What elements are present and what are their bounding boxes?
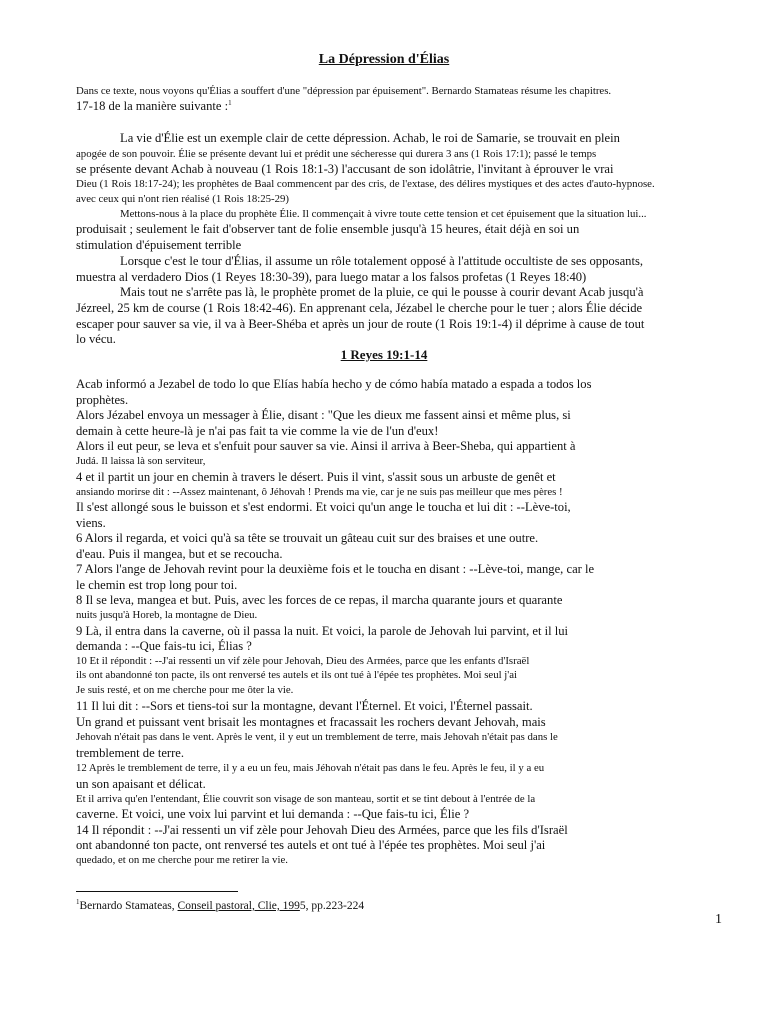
commentary-line: avec ceux qui n'ont rien réalisé (1 Rois 18:25-29) <box>76 193 290 205</box>
passage-line: demanda : --Que fais-tu ici, Élias ? <box>76 639 252 653</box>
passage-line: Je suis resté, et on me cherche pour me ôter la vie. <box>76 684 294 696</box>
passage-line: 14 Il répondit : --J'ai ressenti un vif zèle pour Jehovah Dieu des Armées, parce que les fils d'Israël <box>76 823 568 837</box>
passage-line: demain à cette heure-là je n'ai pas fait ta vie comme la vie de l'un d'eux! <box>76 424 439 438</box>
footnote-reference: 1 <box>228 99 232 107</box>
passage-line: 12 Après le tremblement de terre, il y a eu un feu, mais Jéhovah n'était pas dans le feu. Après le feu, il y a eu <box>76 762 545 774</box>
passage-line: Judá. Il laissa là son serviteur, <box>76 455 206 467</box>
commentary-line: lo vécu. <box>76 332 116 346</box>
commentary-line: stimulation d'épuisement terrible <box>76 238 242 252</box>
page-number: 1 <box>715 912 722 927</box>
passage-line: le chemin est trop long pour toi. <box>76 578 238 592</box>
commentary-line: Lorsque c'est le tour d'Élias, il assume un rôle totalement opposé à l'attitude occultiste de ses opposants, <box>120 254 644 268</box>
passage-line: nuits jusqu'à Horeb, la montagne de Dieu. <box>76 609 258 621</box>
passage-line: Alors il eut peur, se leva et s'enfuit pour sauver sa vie. Ainsi il arriva à Beer-Sheba, qui appartient à <box>76 439 576 453</box>
passage-line: viens. <box>76 516 106 530</box>
intro-line: 17-18 de la manière suivante :$^1$ <box>76 99 232 114</box>
footnote-mark: 1 <box>76 898 80 906</box>
commentary-line: Dieu (1 Rois 18:17-24); les prophètes de Baal commencent par des cris, de l'extase, des délires mystiques et des actes d'auto-hypnose. <box>76 178 655 190</box>
passage-line: Acab informó a Jezabel de todo lo que Elías había hecho y de cómo había matado a espada a todos los <box>76 377 592 391</box>
commentary-line: Mais tout ne s'arrête pas là, le prophète promet de la pluie, ce qui le pousse à courir devant Acab jusqu'à <box>120 285 644 299</box>
passage-line: ansiando morirse dit : --Assez maintenant, ô Jéhovah ! Prends ma vie, car je ne suis pas meilleur que mes pères ! <box>76 486 563 498</box>
document-title: La Dépression d'Élias <box>318 52 450 67</box>
commentary-line: produisait ; seulement le fait d'observer tant de folie ensemble jusqu'à 15 heures, était déjà en soi un <box>76 222 580 236</box>
passage-line: prophètes. <box>76 393 129 407</box>
commentary-line: Mettons-nous à la place du prophète Élie. Il commençait à vivre toute cette tension et cet épuisement que la situation lui... <box>120 208 647 220</box>
passage-line: quedado, et on me cherche pour me retirer la vie. <box>76 854 288 866</box>
footnote <box>76 898 364 912</box>
commentary-line: muestra al verdadero Dios (1 Reyes 18:30-39), para luego matar a los falsos profetas (1 Reyes 18:40) <box>76 270 587 284</box>
passage-line: 8 Il se leva, mangea et but. Puis, avec les forces de ce repas, il marcha quarante jours et quarante <box>76 593 563 607</box>
commentary-line: Jézreel, 25 km de course (1 Rois 18:42-46). En apprenant cela, Jézabel le cherche pour le tuer ; alors Élie décide <box>76 301 643 315</box>
passage-line: caverne. Et voici, une voix lui parvint et lui demanda : --Que fais-tu ici, Élie ? <box>76 807 470 821</box>
footnote-author: Bernardo Stamateas, <box>79 899 178 912</box>
passage-line: Et il arriva qu'en l'entendant, Élie couvrit son visage de son manteau, sortit et se tint debout à l'entrée de la <box>76 793 536 805</box>
passage-line: Il s'est allongé sous le buisson et s'est endormi. Et voici qu'un ange le toucha et lui dit : --Lève-toi, <box>76 500 571 514</box>
intro-line: Dans ce texte, nous voyons qu'Élias a souffert d'une "dépression par épuisement". Bernardo Stamateas résume les chapitres. <box>76 85 612 97</box>
passage-line: ils ont abandonné ton pacte, ils ont renversé tes autels et ils ont tué à l'épée tes prophètes. Moi seul j'ai <box>76 669 518 681</box>
passage-line: 6 Alors il regarda, et voici qu'à sa tête se trouvait un gâteau cuit sur des braises et une outre. <box>76 531 539 545</box>
commentary-line: apogée de son pouvoir. Élie se présente devant lui et prédit une sécheresse qui durera 3 ans (1 Rois 17:1); passé le temps <box>76 148 597 160</box>
footnote-book-link[interactable]: Conseil pastoral, Clie, 199 <box>177 899 300 912</box>
commentary-line: escaper pour sauver sa vie, il va à Beer-Shéba et après un jour de route (1 Rois 19:1-4) il déprime à cause de tout <box>76 317 645 331</box>
passage-line: ont abandonné ton pacte, ont renversé tes autels et ont tué à l'épée tes prophètes. Moi seul j'ai <box>76 838 546 852</box>
passage-line: Jehovah n'était pas dans le vent. Après le vent, il y eut un tremblement de terre, mais Jehovah n'était pas dans le <box>76 731 558 743</box>
commentary-line: se présente devant Achab à nouveau (1 Rois 18:1-3) l'accusant de son idolâtrie, l'invitant à éprouver le vrai <box>76 162 614 176</box>
footnote-separator <box>76 891 238 892</box>
section-heading: 1 Reyes 19:1-14 <box>340 347 428 362</box>
passage-line: 9 Là, il entra dans la caverne, où il passa la nuit. Et voici, la parole de Jehovah lui parvint, et il lui <box>76 624 569 638</box>
passage-line: 4 et il partit un jour en chemin à travers le désert. Puis il vint, s'assit sous un arbuste de genêt et <box>76 470 556 484</box>
passage-line: 10 Et il répondit : --J'ai ressenti un vif zèle pour Jehovah, Dieu des Armées, parce que les enfants d'Israël <box>76 655 530 667</box>
passage-line: d'eau. Puis il mangea, but et se recoucha. <box>76 547 283 561</box>
passage-line: un son apaisant et délicat. <box>76 777 206 791</box>
commentary-line: La vie d'Élie est un exemple clair de cette dépression. Achab, le roi de Samarie, se trouvait en plein <box>120 131 620 145</box>
passage-line: Alors Jézabel envoya un messager à Élie, disant : "Que les dieux me fassent ainsi et même plus, si <box>76 408 571 422</box>
passage-line: 7 Alors l'ange de Jehovah revint pour la deuxième fois et le toucha en disant : --Lève-toi, mange, car le <box>76 562 595 576</box>
passage-line: Un grand et puissant vent brisait les montagnes et fracassait les rochers devant Jehovah, mais <box>76 715 546 729</box>
passage-line: 11 Il lui dit : --Sors et tiens-toi sur la montagne, devant l'Éternel. Et voici, l'Éternel passait. <box>76 699 533 713</box>
footnote-pages: 5, pp.223-224 <box>299 899 365 912</box>
passage-line: tremblement de terre. <box>76 746 185 760</box>
